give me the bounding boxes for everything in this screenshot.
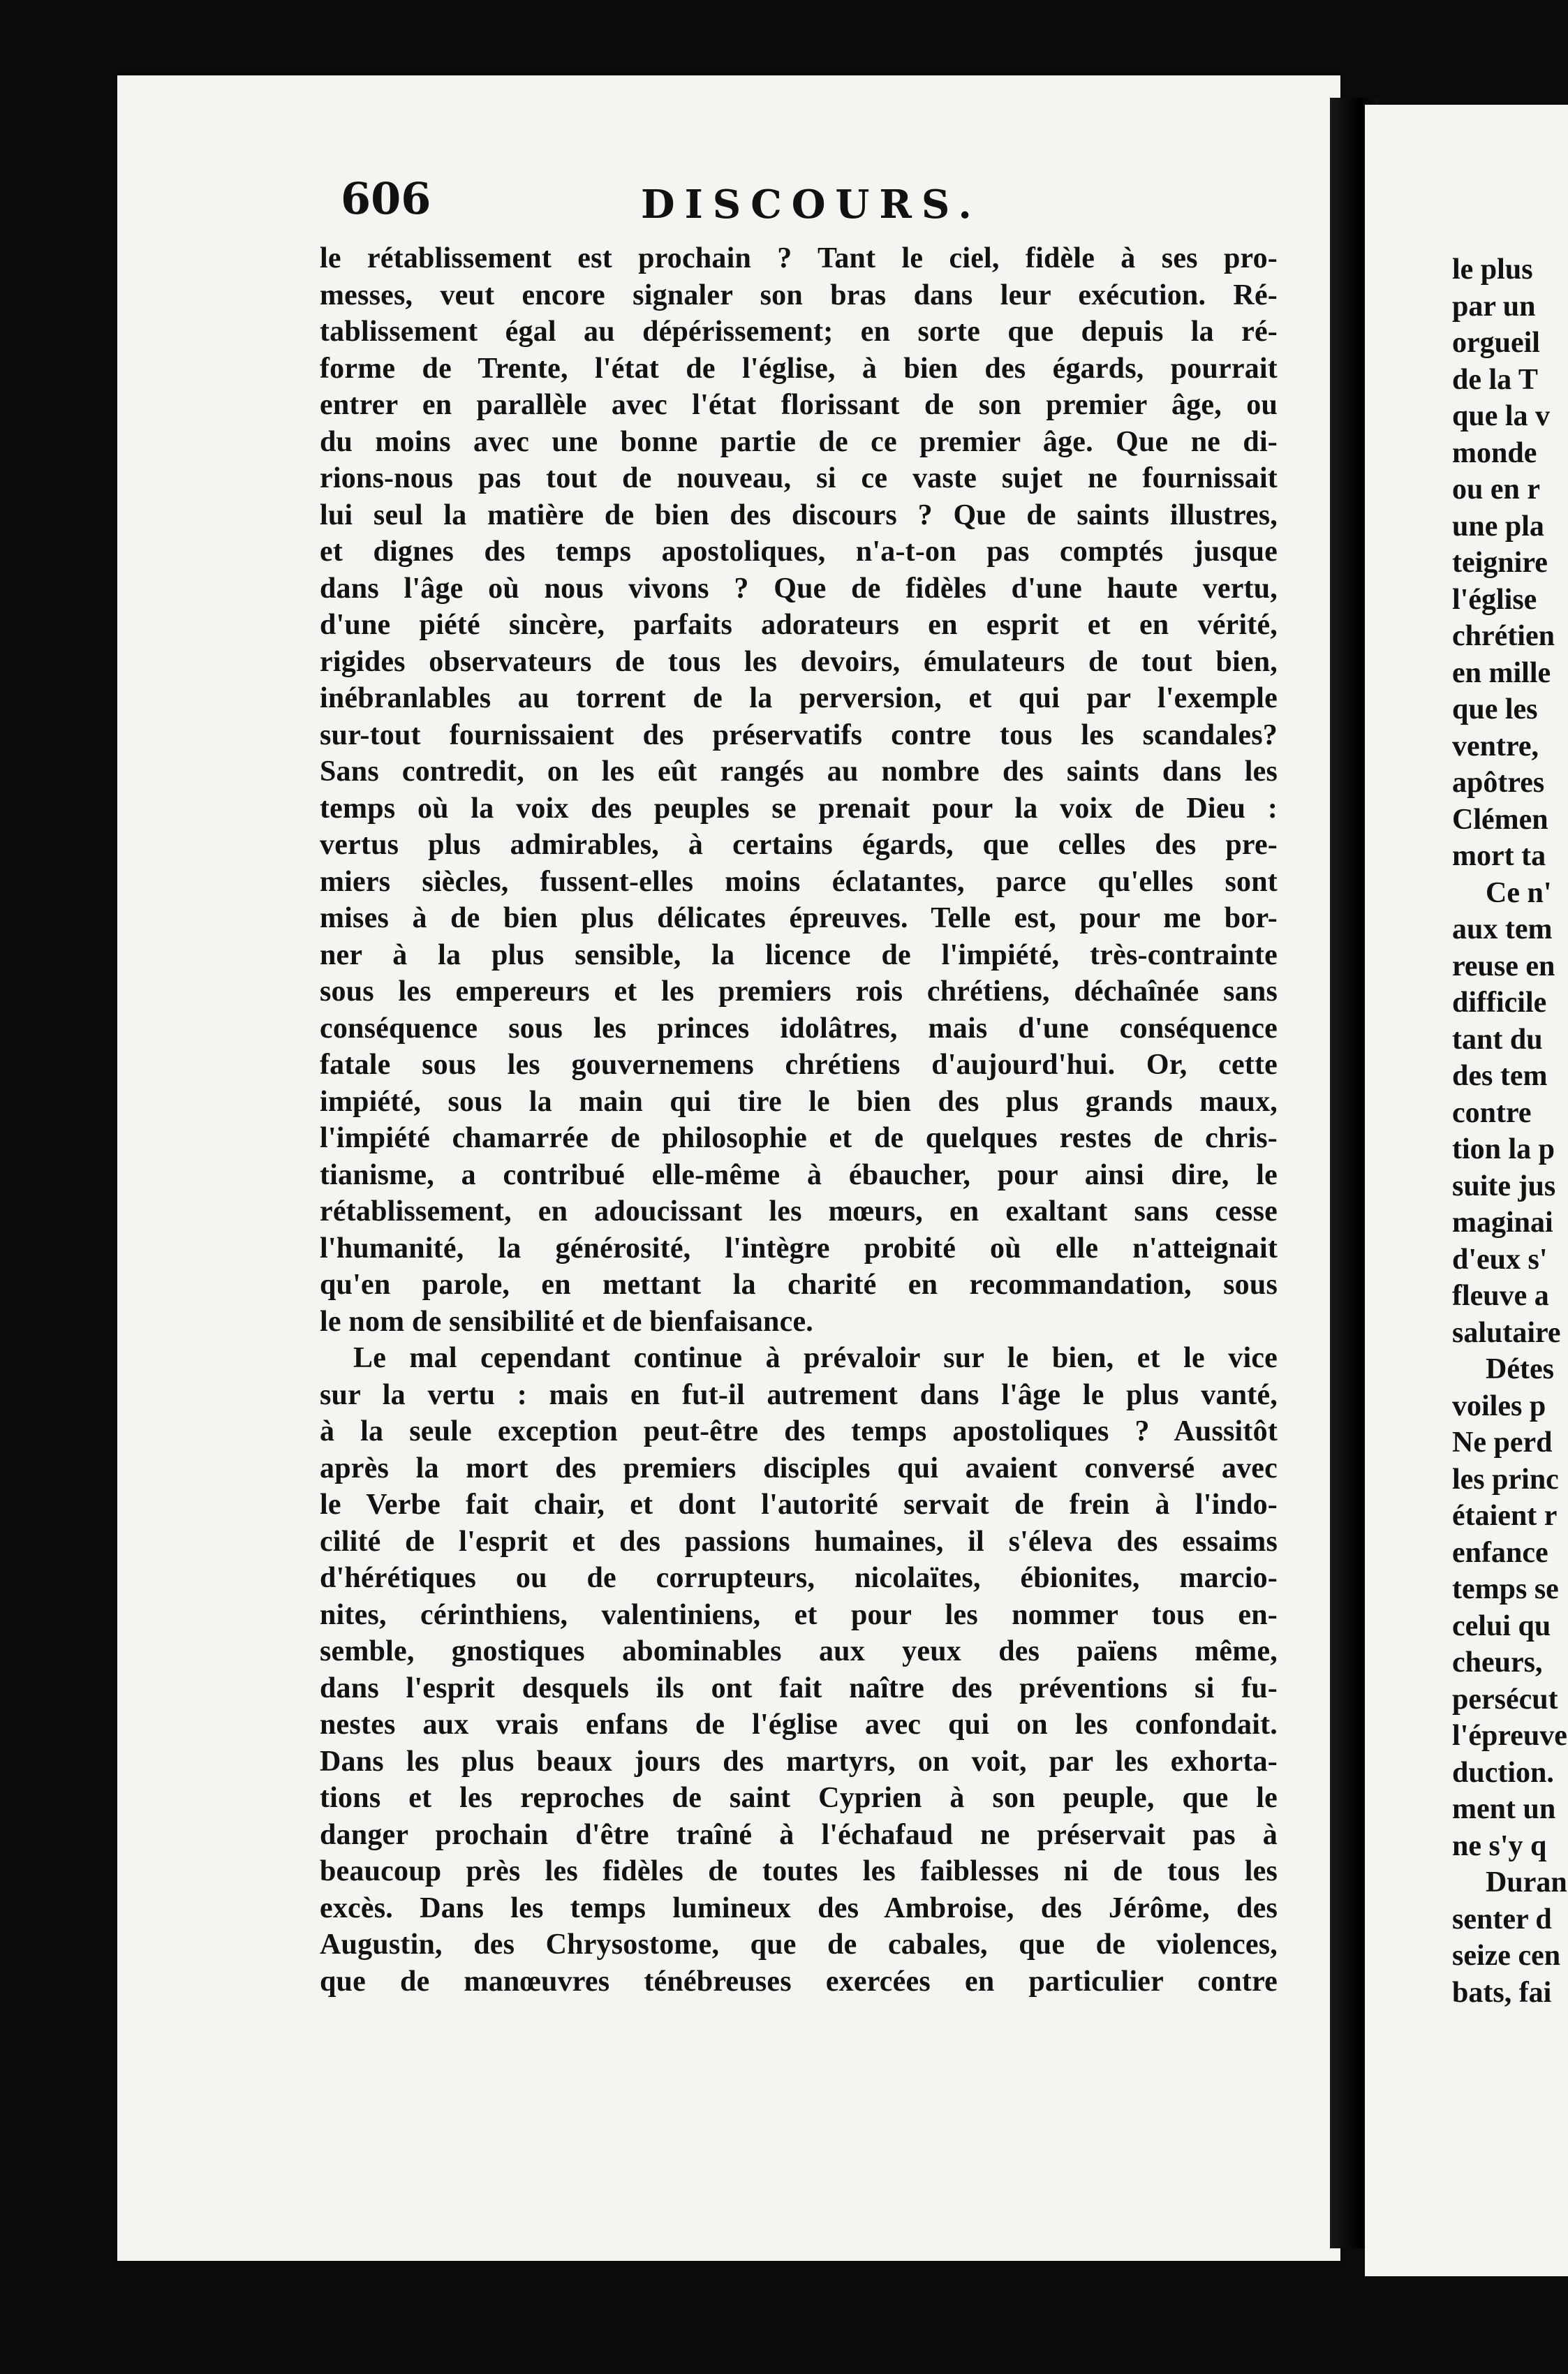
text-line: salutaire bbox=[1452, 1316, 1561, 1349]
text-line: impiété, sous la main qui tire le bien des plus grands maux, bbox=[320, 1085, 1278, 1118]
text-line: le rétablissement est prochain ? Tant le ciel, fidèle à ses pro- bbox=[320, 242, 1278, 274]
text-line: entrer en parallèle avec l'état florissant de son premier âge, ou bbox=[320, 389, 1278, 421]
page-number: 606 bbox=[341, 173, 431, 224]
text-line: bats, fai bbox=[1452, 1976, 1552, 2009]
text-line: que la v bbox=[1452, 400, 1551, 432]
text-line: teignire bbox=[1452, 547, 1548, 579]
text-line: à la seule exception peut-être des temps apostoliques ? Aussitôt bbox=[320, 1415, 1278, 1447]
text-line: Augustin, des Chrysostome, que de cabales, que de violences, bbox=[320, 1929, 1278, 1961]
text-line: qu'en parole, en mettant la charité en recommandation, sous bbox=[320, 1269, 1278, 1301]
page-header bbox=[222, 173, 1297, 250]
text-line: nestes aux vrais enfans de l'église avec qui on les confondait. bbox=[320, 1709, 1278, 1741]
text-line: Duran bbox=[1486, 1866, 1567, 1899]
text-line: orgueil bbox=[1452, 327, 1540, 359]
text-line: mises à de bien plus délicates épreuves. Telle est, pour me bor- bbox=[320, 902, 1278, 934]
text-line: après la mort des premiers disciples qui avaient conversé avec bbox=[320, 1452, 1278, 1484]
text-line: étaient r bbox=[1452, 1500, 1558, 1532]
text-line: ner à la plus sensible, la licence de l'impiété, très-contrainte bbox=[320, 938, 1278, 971]
text-line: que de manœuvres ténébreuses exercées en particulier contre bbox=[320, 1965, 1278, 1998]
text-line: de la T bbox=[1452, 363, 1538, 396]
text-line: du moins avec une bonne partie de ce premier âge. Que ne di- bbox=[320, 425, 1278, 458]
text-line: celui qu bbox=[1452, 1609, 1551, 1642]
text-line: d'hérétiques ou de corrupteurs, nicolaïtes, ébionites, marcio- bbox=[320, 1562, 1278, 1594]
text-line: monde bbox=[1452, 436, 1537, 469]
text-line: tant du bbox=[1452, 1023, 1543, 1056]
text-line: temps où la voix des peuples se prenait pour la voix de Dieu : bbox=[320, 792, 1278, 825]
text-line: Sans contredit, on les eût rangés au nombre des saints dans les bbox=[320, 755, 1278, 788]
text-line: forme de Trente, l'état de l'église, à bien des égards, pourrait bbox=[320, 352, 1278, 385]
text-line: danger prochain d'être traîné à l'échafaud ne préservait pas à bbox=[320, 1818, 1278, 1851]
text-line: temps se bbox=[1452, 1573, 1559, 1605]
text-line: inébranlables au torrent de la perversion, et qui par l'exemple bbox=[320, 682, 1278, 714]
text-line: et dignes des temps apostoliques, n'a-t-on pas comptés jusque bbox=[320, 536, 1278, 568]
text-line: aux tem bbox=[1452, 913, 1553, 945]
text-line: fleuve a bbox=[1452, 1280, 1549, 1312]
text-line: vertus plus admirables, à certains égards, que celles des pre- bbox=[320, 829, 1278, 861]
text-line: ne s'y q bbox=[1452, 1829, 1547, 1862]
text-line: par un bbox=[1452, 290, 1536, 323]
text-line: d'eux s' bbox=[1452, 1243, 1548, 1276]
text-line: ou en r bbox=[1452, 473, 1540, 506]
text-line: cheurs, bbox=[1452, 1646, 1543, 1679]
text-line: Ce n' bbox=[1486, 876, 1552, 909]
text-line: le nom de sensibilité et de bienfaisance. bbox=[320, 1305, 814, 1338]
text-line: lui seul la matière de bien des discours ? Que de saints illustres, bbox=[320, 499, 1278, 531]
text-line: tablissement égal au dépérissement; en sorte que depuis la ré- bbox=[320, 316, 1278, 348]
text-line: nites, cérinthiens, valentiniens, et pour les nommer tous en- bbox=[320, 1598, 1278, 1631]
text-line: conséquence sous les princes idolâtres, mais d'une conséquence bbox=[320, 1012, 1278, 1045]
text-line: mort ta bbox=[1452, 840, 1546, 872]
text-line: d'une piété sincère, parfaits adorateurs en esprit et en vérité, bbox=[320, 609, 1278, 641]
text-line: contre bbox=[1452, 1096, 1532, 1129]
text-line: tion la p bbox=[1452, 1133, 1555, 1165]
text-line: Le mal cependant continue à prévaloir sur le bien, et le vice bbox=[353, 1342, 1278, 1374]
text-line: fatale sous les gouvernemens chrétiens d'aujourd'hui. Or, cette bbox=[320, 1049, 1278, 1081]
text-line: Dans les plus beaux jours des martyrs, on voit, par les exhorta- bbox=[320, 1745, 1278, 1778]
text-line: dans l'esprit desquels ils ont fait naître des préventions si fu- bbox=[320, 1672, 1278, 1704]
text-line: excès. Dans les temps lumineux des Ambroise, des Jérôme, des bbox=[320, 1892, 1278, 1924]
text-line: le plus bbox=[1452, 253, 1533, 286]
text-line: une pla bbox=[1452, 510, 1544, 543]
right-page-body bbox=[1452, 251, 1568, 2011]
text-line: semble, gnostiques abominables aux yeux des païens même, bbox=[320, 1635, 1278, 1667]
text-line: rétablissement, en adoucissant les mœurs, en exaltant sans cesse bbox=[320, 1195, 1278, 1227]
text-line: ment un bbox=[1452, 1793, 1556, 1825]
left-page-body bbox=[320, 240, 1278, 2000]
text-line: suite jus bbox=[1452, 1170, 1556, 1202]
text-line: que les bbox=[1452, 693, 1538, 725]
text-line: duction. bbox=[1452, 1756, 1554, 1789]
text-line: Clémen bbox=[1452, 803, 1548, 836]
text-line: sous les empereurs et les premiers rois chrétiens, déchaînée sans bbox=[320, 975, 1278, 1008]
text-line: Détes bbox=[1486, 1353, 1554, 1385]
text-line: messes, veut encore signaler son bras dans leur exécution. Ré- bbox=[320, 279, 1278, 311]
text-line: tianisme, a contribué elle-même à ébaucher, pour ainsi dire, le bbox=[320, 1158, 1278, 1191]
text-line: sur-tout fournissaient des préservatifs contre tous les scandales? bbox=[320, 718, 1278, 751]
text-line: sur la vertu : mais en fut-il autrement dans l'âge le plus vanté, bbox=[320, 1378, 1278, 1411]
text-line: maginai bbox=[1452, 1207, 1553, 1239]
text-line: cilité de l'esprit et des passions humaines, il s'éleva des essaims bbox=[320, 1525, 1278, 1558]
text-line: seize cen bbox=[1452, 1940, 1561, 1972]
text-line: difficile bbox=[1452, 987, 1547, 1019]
text-line: ventre, bbox=[1452, 730, 1539, 762]
text-line: dans l'âge où nous vivons ? Que de fidèles d'une haute vertu, bbox=[320, 572, 1278, 605]
text-line: des tem bbox=[1452, 1060, 1548, 1092]
text-line: les princ bbox=[1452, 1463, 1559, 1496]
text-line: le Verbe fait chair, et dont l'autorité servait de frein à l'indo- bbox=[320, 1489, 1278, 1521]
text-line: tions et les reproches de saint Cyprien à son peuple, que le bbox=[320, 1782, 1278, 1814]
running-title: DISCOURS. bbox=[641, 182, 982, 228]
text-line: Ne perd bbox=[1452, 1426, 1553, 1459]
text-line: l'impiété chamarrée de philosophie et de quelques restes de chris- bbox=[320, 1122, 1278, 1154]
text-line: reuse en bbox=[1452, 950, 1555, 982]
text-line: rigides observateurs de tous les devoirs, émulateurs de tout bien, bbox=[320, 645, 1278, 678]
text-line: rions-nous pas tout de nouveau, si ce vaste sujet ne fournissait bbox=[320, 462, 1278, 494]
text-line: apôtres bbox=[1452, 767, 1545, 799]
text-line: chrétien bbox=[1452, 620, 1555, 652]
text-line: miers siècles, fussent-elles moins éclatantes, parce qu'elles sont bbox=[320, 865, 1278, 898]
text-line: persécut bbox=[1452, 1683, 1558, 1716]
text-line: l'épreuve bbox=[1452, 1720, 1567, 1752]
text-line: enfance bbox=[1452, 1536, 1548, 1569]
text-line: voiles p bbox=[1452, 1389, 1546, 1422]
text-line: l'église bbox=[1452, 583, 1537, 616]
text-line: l'humanité, la générosité, l'intègre probité où elle n'atteignait bbox=[320, 1232, 1278, 1265]
text-line: senter d bbox=[1452, 1903, 1552, 1936]
text-line: beaucoup près les fidèles de toutes les faiblesses ni de tous les bbox=[320, 1855, 1278, 1887]
text-line: en mille bbox=[1452, 656, 1551, 689]
